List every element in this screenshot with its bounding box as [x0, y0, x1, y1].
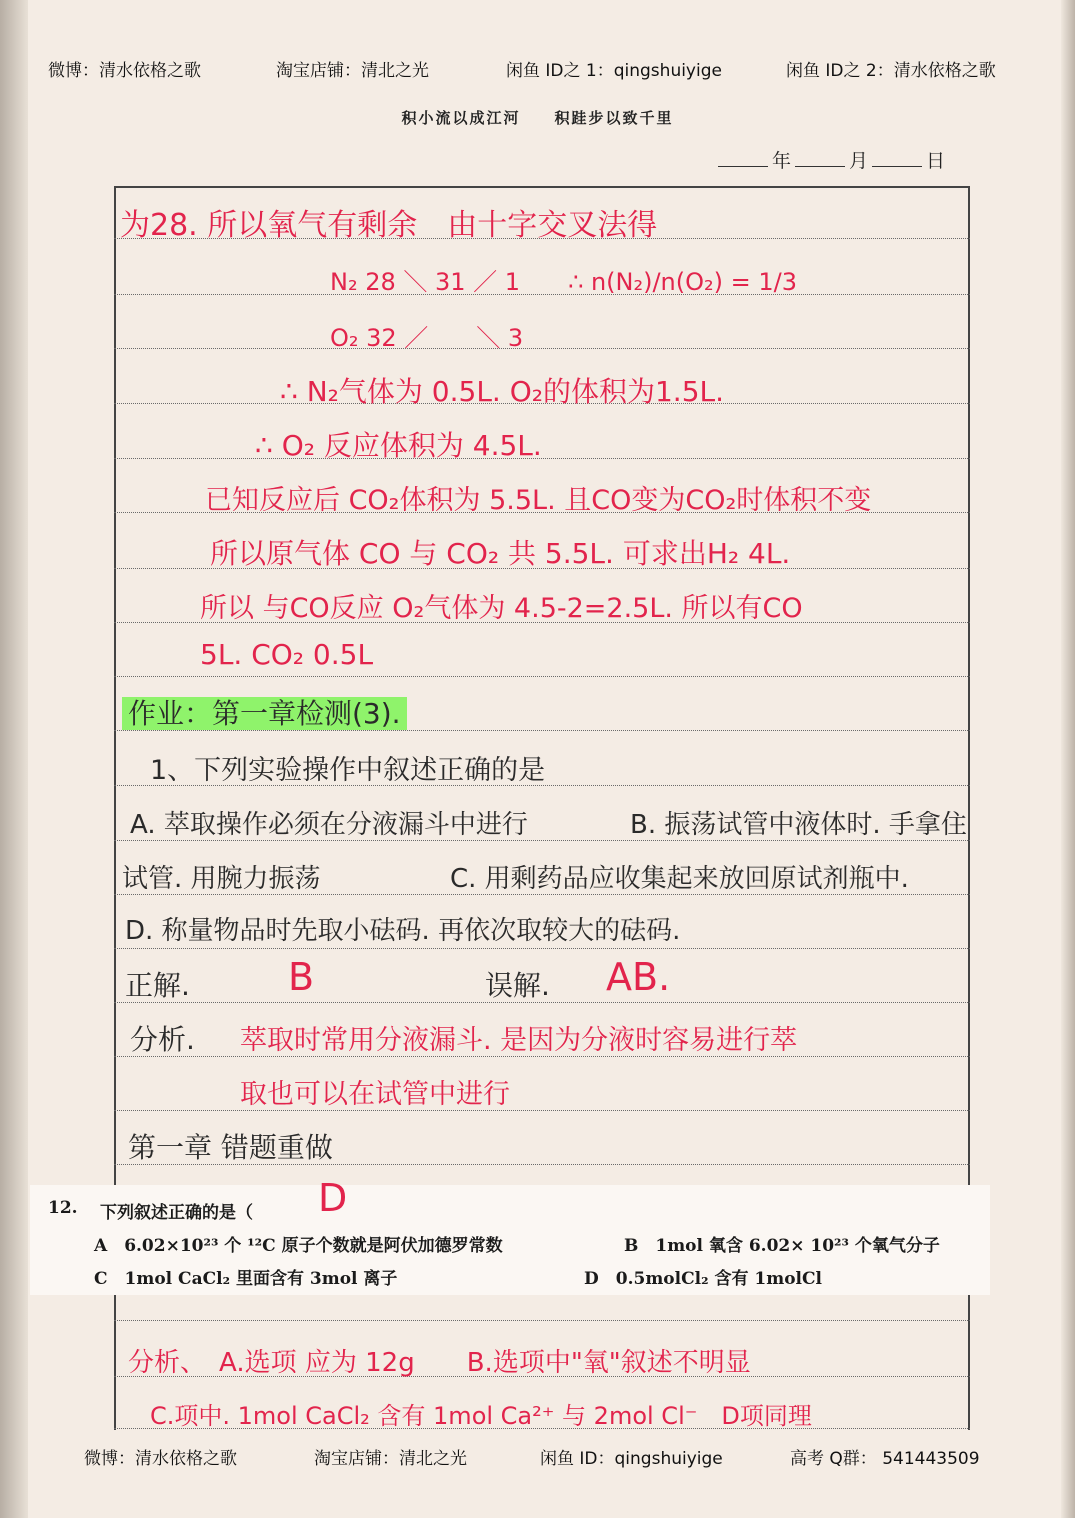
question-1-option-a: A. 萃取操作必须在分液漏斗中进行	[130, 810, 528, 840]
question-1-option-b-cont: 试管. 用腕力振荡	[122, 864, 321, 894]
page-binding	[0, 0, 28, 1518]
watermark-xianyu-2: 闲鱼 ID之 2：清水依格之歌	[786, 61, 996, 81]
note-line-6: 已知反应后 CO₂体积为 5.5L. 且CO变为CO₂时体积不变	[205, 485, 872, 516]
correct-answer-label: 正解.	[125, 969, 190, 1002]
note-line-7: 所以原气体 CO 与 CO₂ 共 5.5L. 可求出H₂ 4L.	[210, 537, 791, 570]
note-line-5: ∴ O₂ 反应体积为 4.5L.	[255, 429, 542, 462]
note-line-2: N₂ 28 ＼ 31 ／ 1 ∴ n(N₂)/n(O₂) = 1/3	[330, 268, 798, 296]
printed-question-number: 12.	[48, 1198, 78, 1218]
watermark-bottom-taobao: 淘宝店铺：清北之光	[314, 1449, 467, 1469]
note-line-8: 所以 与CO反应 O₂气体为 4.5-2=2.5L. 所以有CO	[200, 593, 803, 624]
date-day: 日	[925, 150, 945, 172]
page-edge	[1061, 0, 1075, 1518]
note-line-4: ∴ N₂气体为 0.5L. O₂的体积为1.5L.	[280, 375, 725, 408]
question-1-option-b: B. 振荡试管中液体时. 手拿住	[630, 810, 967, 840]
ruled-line	[114, 676, 970, 677]
printed-option-c: C 1mol CaCl₂ 里面含有 3mol 离子	[94, 1269, 398, 1289]
printed-option-b: B 1mol 氧含 6.02× 10²³ 个氧气分子	[624, 1236, 940, 1256]
printed-option-a: A 6.02×10²³ 个 ¹²C 原子个数就是阿伏加德罗常数	[94, 1236, 503, 1256]
wrong-answer-label: 误解.	[485, 969, 550, 1002]
ruled-line	[114, 458, 970, 459]
ruled-line	[114, 348, 970, 349]
analysis-line-1: 萃取时常用分液漏斗. 是因为分液时容易进行萃	[240, 1025, 798, 1056]
note-line-1: 为28. 所以氧气有剩余 由十字交叉法得	[120, 208, 658, 243]
q12-analysis-line-2: C.项中. 1mol CaCl₂ 含有 1mol Ca²⁺ 与 2mol Cl⁻ D项同理	[150, 1402, 812, 1430]
homework-title	[122, 692, 407, 732]
date-month: 月	[848, 150, 868, 172]
analysis-label: 分析.	[130, 1023, 195, 1056]
page-motto: 积小流以成江河 积跬步以致千里	[401, 109, 674, 127]
watermark-bottom-qq: 高考 Q群： 541443509	[790, 1449, 980, 1469]
printed-question-answer: D	[318, 1176, 348, 1220]
watermark-xianyu-1: 闲鱼 ID之 1：qingshuiyige	[506, 61, 722, 81]
printed-option-d: D 0.5molCl₂ 含有 1molCl	[584, 1269, 822, 1289]
watermark-bottom-xianyu: 闲鱼 ID：qingshuiyige	[540, 1449, 723, 1469]
date-fields	[714, 146, 945, 173]
q12-analysis-line-1: 分析、 A.选项 应为 12g B.选项中"氧"叙述不明显	[128, 1348, 751, 1378]
question-1-option-c: C. 用剩药品应收集起来放回原试剂瓶中.	[450, 864, 909, 894]
watermark-bottom-weibo: 微博：清水依格之歌	[84, 1449, 237, 1469]
homework-title-text: 作业：第一章检测(3).	[122, 697, 407, 730]
section-heading-redo: 第一章 错题重做	[128, 1131, 333, 1164]
correct-answer: B	[288, 955, 315, 999]
watermark-weibo: 微博：清水依格之歌	[48, 61, 201, 81]
note-line-9: 5L. CO₂ 0.5L	[200, 638, 374, 671]
question-1-option-d: D. 称量物品时先取小砝码. 再依次取较大的砝码.	[125, 916, 681, 946]
ruled-line	[114, 1320, 970, 1321]
analysis-line-2: 取也可以在试管中进行	[240, 1079, 510, 1110]
question-1-stem: 1、下列实验操作中叙述正确的是	[150, 755, 546, 786]
printed-question-stem: 下列叙述正确的是（	[100, 1203, 253, 1223]
note-line-3: O₂ 32 ／ ＼ 3	[330, 324, 524, 352]
date-year: 年	[771, 150, 791, 172]
ruled-line	[114, 948, 970, 949]
wrong-answer: AB.	[606, 955, 671, 999]
watermark-taobao: 淘宝店铺：清北之光	[276, 61, 429, 81]
